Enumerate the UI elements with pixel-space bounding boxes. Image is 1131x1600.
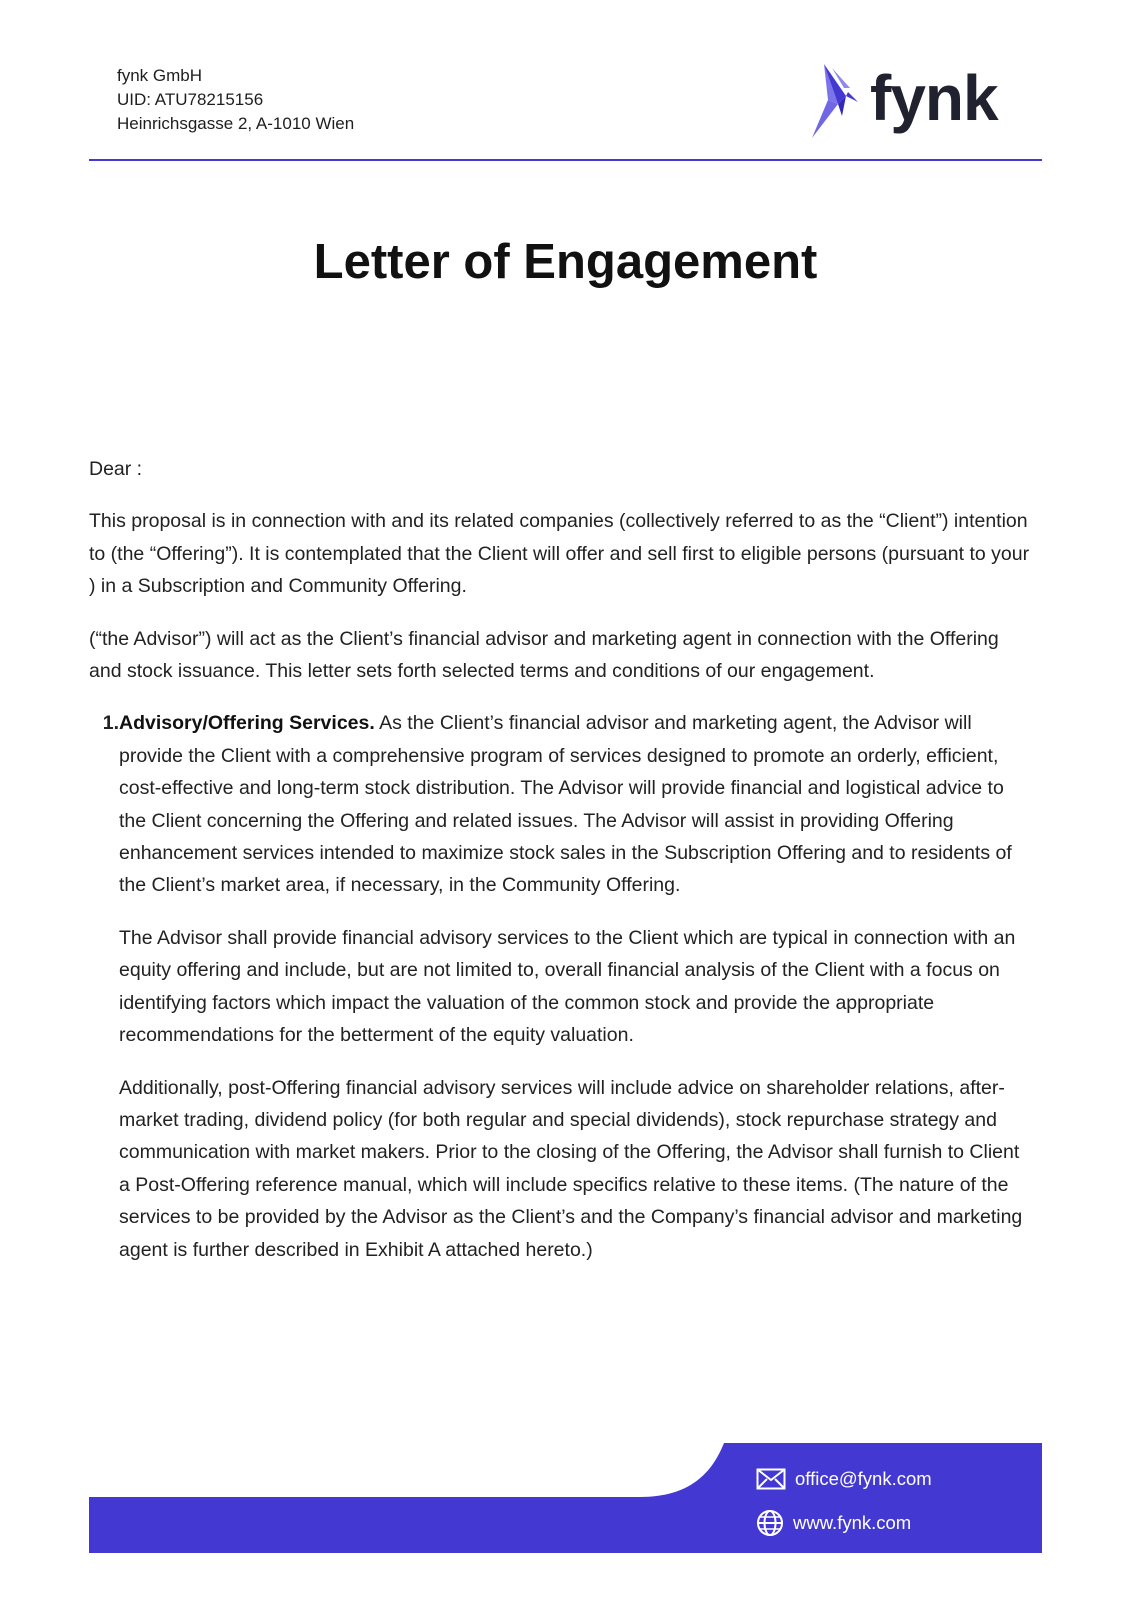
company-name: fynk GmbH <box>117 66 203 85</box>
footer-shape <box>0 1443 1131 1555</box>
section-paragraph-3: Additionally, post-Offering financial advisory services will include advice on shareholder relations, after-market trading, dividend policy (for both regular and special dividends), stock repurchase strategy and communication with market makers. Prior to the closing of the Offering, the Advisor shall furnish to Client a Post-Offering reference manual, which will include specifics relative to these items. (The nature of the services to be provided by the Advisor as the Client’s and the Company’s financial advisor and marketing agent is further described in Exhibit A attached hereto.) <box>119 1076 1023 1261</box>
intro-paragraph: This proposal is in connection with and its related companies (collectively referred to as the “Client”) intention to (the “Offering”). It is contemplated that the Client will offer and sell first to eligible persons (pursuant to your ) in a Subscription and Community Offering. <box>89 510 1030 598</box>
envelope-icon <box>756 1468 786 1490</box>
company-logo <box>808 62 1008 142</box>
section-first-paragraph <box>119 707 1034 901</box>
company-address: Heinrichsgasse 2, A-1010 Wien <box>117 114 355 133</box>
advisor-paragraph: (“the Advisor”) will act as the Client’s financial advisor and marketing agent in connection with the Offering and stock issuance. This letter sets forth selected terms and conditions of our engagement. <box>89 627 999 683</box>
section-number: 1. <box>102 712 119 735</box>
logo-wordmark: fynk <box>870 62 998 134</box>
company-info <box>117 64 354 136</box>
footer-email-row[interactable] <box>756 1457 932 1501</box>
globe-icon <box>756 1509 784 1537</box>
section-paragraph-2: The Advisor shall provide financial advisory services to the Client which are typical in connection with an equity offering and include, but are not limited to, overall financial analysis of the Client with a focus on identifying factors which impact the valuation of the common stock and provide the appropriate recommendations for the betterment of the equity valuation. <box>119 926 1016 1047</box>
salutation: Dear : <box>89 458 143 480</box>
footer-email[interactable]: office@fynk.com <box>795 1468 932 1489</box>
letter-body <box>89 453 1034 1286</box>
section-body <box>119 707 1034 1286</box>
footer-contact <box>756 1457 932 1545</box>
footer-website[interactable]: www.fynk.com <box>793 1512 912 1533</box>
paper-plane-icon <box>808 62 870 142</box>
footer-website-row[interactable] <box>756 1501 932 1545</box>
section-text: As the Client’s financial advisor and marketing agent, the Advisor will provide the Client with a comprehensive program of services designed to promote an orderly, efficient, cost-effective and long-term stock distribution. The Advisor will provide financial and logistical advice to the Client concerning the Offering and related issues. The Advisor will assist in providing Offering enhancement services intended to maximize stock sales in the Subscription Offering and to residents of the Client’s market area, if necessary, in the Community Offering. <box>119 712 1012 897</box>
section-heading: Advisory/Offering Services. <box>119 712 375 735</box>
company-uid: UID: ATU78215156 <box>117 90 264 109</box>
page-title: Letter of Engagement <box>313 235 818 289</box>
section-advisory-services <box>89 707 1034 1286</box>
header-divider <box>89 159 1042 161</box>
